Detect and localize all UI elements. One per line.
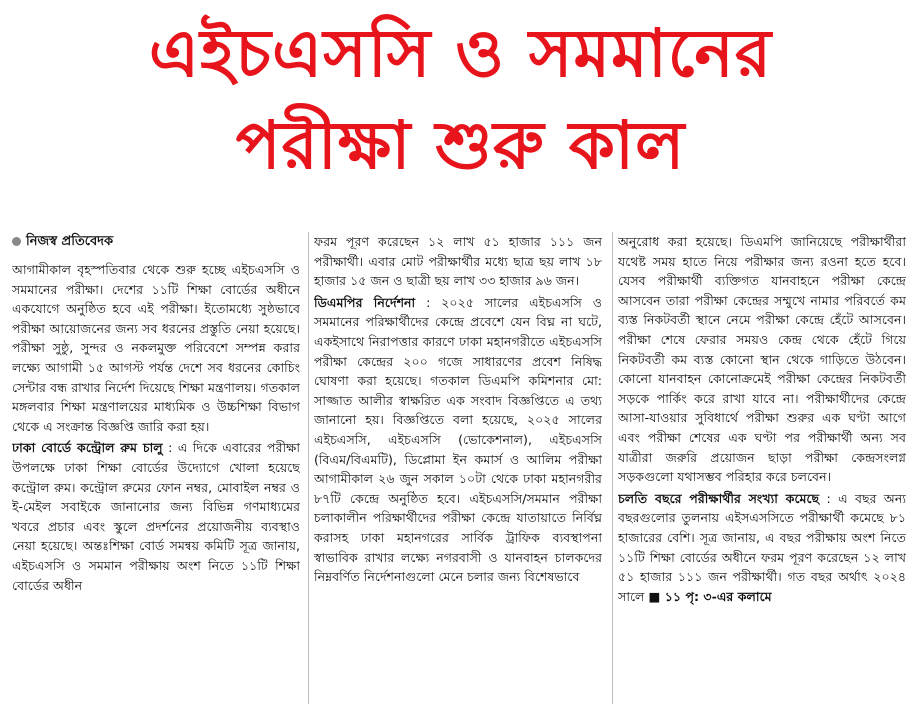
paragraph: অনুরোধ করা হয়েছে। ডিএমপি জানিয়েছে পরীক্ষার্থীরা যথেষ্ট সময় হাতে নিয়ে পরীক্ষার জন্য রওনা হতে হবে। যেসব পরীক্ষার্থী ব্যক্তিগত যানবাহনে পরীক্ষা কেন্দ্রে আসবেন তারা পরীক্ষা কেন্দ্রের সম্মুখে নামার পরিবর্তে কম ব্যস্ত নিকটবর্তী স্থানে নেমে পরীক্ষা কেন্দ্রে হেঁটে আসবেন। পরীক্ষা শেষে ফেরার সময়ও কেন্দ্র থেকে হেঁটে গিয়ে নিকটবর্তী কম ব্যস্ত কোনো স্থান থেকে গাড়িতে উঠবেন। কোনো যানবাহন কোনোক্রমেই পরীক্ষা কেন্দ্রের নিকটবর্তী সড়কে পার্কিং করে রাখা যাবে না। পরীক্ষার্থীদের কেন্দ্রে আসা-যাওয়ার সুবিধার্থে পরীক্ষা শুরুর এক ঘণ্টা আগে এবং পরীক্ষা শেষের এক ঘণ্টা পর পরীক্ষার্থী অন্য সব যাত্রীরা জরুরি প্রয়োজন ছাড়া পরীক্ষা কেন্দ্রসংলগ্ন সড়কগুলো যথাসম্ভব পরিহার করে চলবেন। (618, 234, 906, 485)
paragraph: চলতি বছরে পরীক্ষার্থীর সংখ্যা কমেছে : এ বছর অন্য বছরগুলোর তুলনায় এইসএসসিতে পরীক্ষার্থী কমেছে ৮১ হাজারের বেশি। সূত্র জানায়, এ বছর পরীক্ষায় অংশ নিতে ১১টি শিক্ষা বোর্ডের অধীনে ফরম পূরণ করেছেন ১২ লাখ ৫১ হাজার ১১১ জন পরীক্ষার্থী। গত বছর অর্থাৎ ২০২৪ সালে ■ ১১ পৃ: ৩-এর কলামে (618, 490, 906, 604)
byline: নিজস্ব প্রতিবেদক (12, 232, 300, 252)
column-divider (308, 232, 309, 704)
headline-line-2: পরীক্ষা শুরু কাল (235, 107, 686, 184)
paragraph: ডিএমপির নির্দেশনা : ২০২৫ সালের এইচএসসি ও সমমানের পরিক্ষার্থীদের কেন্দ্রে প্রবেশে যেন বিঘ্ন না ঘটে, একইসাথে নিরাপত্তার কারণে ঢাকা মহানগরীতে এইচএসসি পরীক্ষা কেন্দ্রের ২০০ গজে সাধারণের প্রবেশ নিষিদ্ধ ঘোষণা করা হয়েছে। গতকাল ডিএমপি কমিশনার মো: সাজ্জাত আলীর স্বাক্ষরিত এক সংবাদ বিজ্ঞপ্তিতে এ তথ্য জানানো হয়। বিজ্ঞপ্তিতে বলা হয়েছে, ২০২৫ সালের এইচএসসি, এইচএসসি (ভোকেশনাল), এইচএসসি (বিএম/বিএমটি), ডিপ্লোমা ইন কমার্স ও আলিম পরীক্ষা আগামীকাল ২৬ জুন সকাল ১০টা থেকে ঢাকা মহানগরীর ৮৭টি কেন্দ্রে অনুষ্ঠিত হবে। এইচএসসি/সমমান পরীক্ষা চলাকালীন পরিক্ষার্থীদের পরীক্ষা কেন্দ্রে যাতায়াতে নির্বিঘ্ন করাসহ ঢাকা মহানগরের সার্বিক ট্রাফিক ব্যবস্থাপনা স্বাভাবিক রাখার লক্ষ্যে নগরবাসী ও যানবাহন চালকদের নিম্নবর্ণিত নির্দেশনাগুলো মেনে চলার জন্য বিশেষভাবে (314, 294, 602, 585)
subheading: ডিএমপির নির্দেশনা (314, 294, 416, 310)
article-body (12, 232, 912, 704)
column-2 (314, 232, 602, 704)
subheading: ঢাকা বোর্ডে কন্ট্রোল রুম চালু (12, 440, 163, 456)
continuation-jump: ■ ১১ পৃ: ৩-এর কলামে (648, 588, 772, 604)
paragraph: আগামীকাল বৃহস্পতিবার থেকে শুরু হচ্ছে এইচএসসি ও সমমানের পরীক্ষা। দেশের ১১টি শিক্ষা বোর্ডের অধীনে একযোগে অনুষ্ঠিত হবে এই পরীক্ষা। ইতোমধ্যে সুষ্ঠভাবে পরীক্ষা আয়োজনের জন্য সব ধরনের প্রস্তুতি নেয়া হয়েছে। পরীক্ষা সুষ্ঠু, সুন্দর ও নকলমুক্ত পরিবেশে সম্পন্ন করার লক্ষ্যে আগামী ১৫ আগস্ট পর্যন্ত দেশে সব ধরনের কোচিং সেন্টার বন্ধ রাখার নির্দেশ দিয়েছে শিক্ষা মন্ত্রণালয়। গতকাল মঙ্গলবার শিক্ষা মন্ত্রণালয়ের মাধ্যমিক ও উচ্চশিক্ষা বিভাগ থেকে এ সংক্রান্ত বিজ্ঞপ্তি জারি করা হয়। (12, 262, 300, 434)
column-3 (618, 232, 906, 704)
paragraph: ফরম পূরণ করেছেন ১২ লাখ ৫১ হাজার ১১১ জন পরীক্ষার্থী। এবার মোট পরীক্ষার্থীর মধ্যে ছাত্র ছয় লাখ ১৮ হাজার ১৫ জন ও ছাত্রী ছয় লাখ ৩৩ হাজার ৯৬ জন। (314, 234, 602, 289)
headline (0, 8, 921, 192)
subheading: চলতি বছরে পরীক্ষার্থীর সংখ্যা কমেছে (618, 490, 820, 506)
headline-line-1: এইচএসসি ও সমমানের (148, 15, 773, 92)
column-divider (612, 232, 613, 704)
paragraph: ঢাকা বোর্ডে কন্ট্রোল রুম চালু : এ দিকে এবারের পরীক্ষা উপলক্ষে ঢাকা শিক্ষা বোর্ডের উদ্যোগে খোলা হয়েছে কন্ট্রোল রুম। কন্ট্রোল রুমের ফোন নম্বর, মোবাইল নম্বর ও ই-মেইল সবাইকে জানানোর জন্য বিভিন্ন গণমাধ্যমের খবরে প্রচার এবং স্কুলে প্রদর্শনের প্রয়োজনীয় ব্যবস্থাও নেয়া হয়েছে। অন্তঃশিক্ষা বোর্ড সমন্বয় কমিটি সূত্র জানায়, এইচএসসি ও সমমান পরীক্ষায় অংশ নিতে ১১টি শিক্ষা বোর্ডের অধীন (12, 440, 300, 593)
column-1 (12, 232, 300, 704)
bullet-icon (12, 237, 21, 246)
